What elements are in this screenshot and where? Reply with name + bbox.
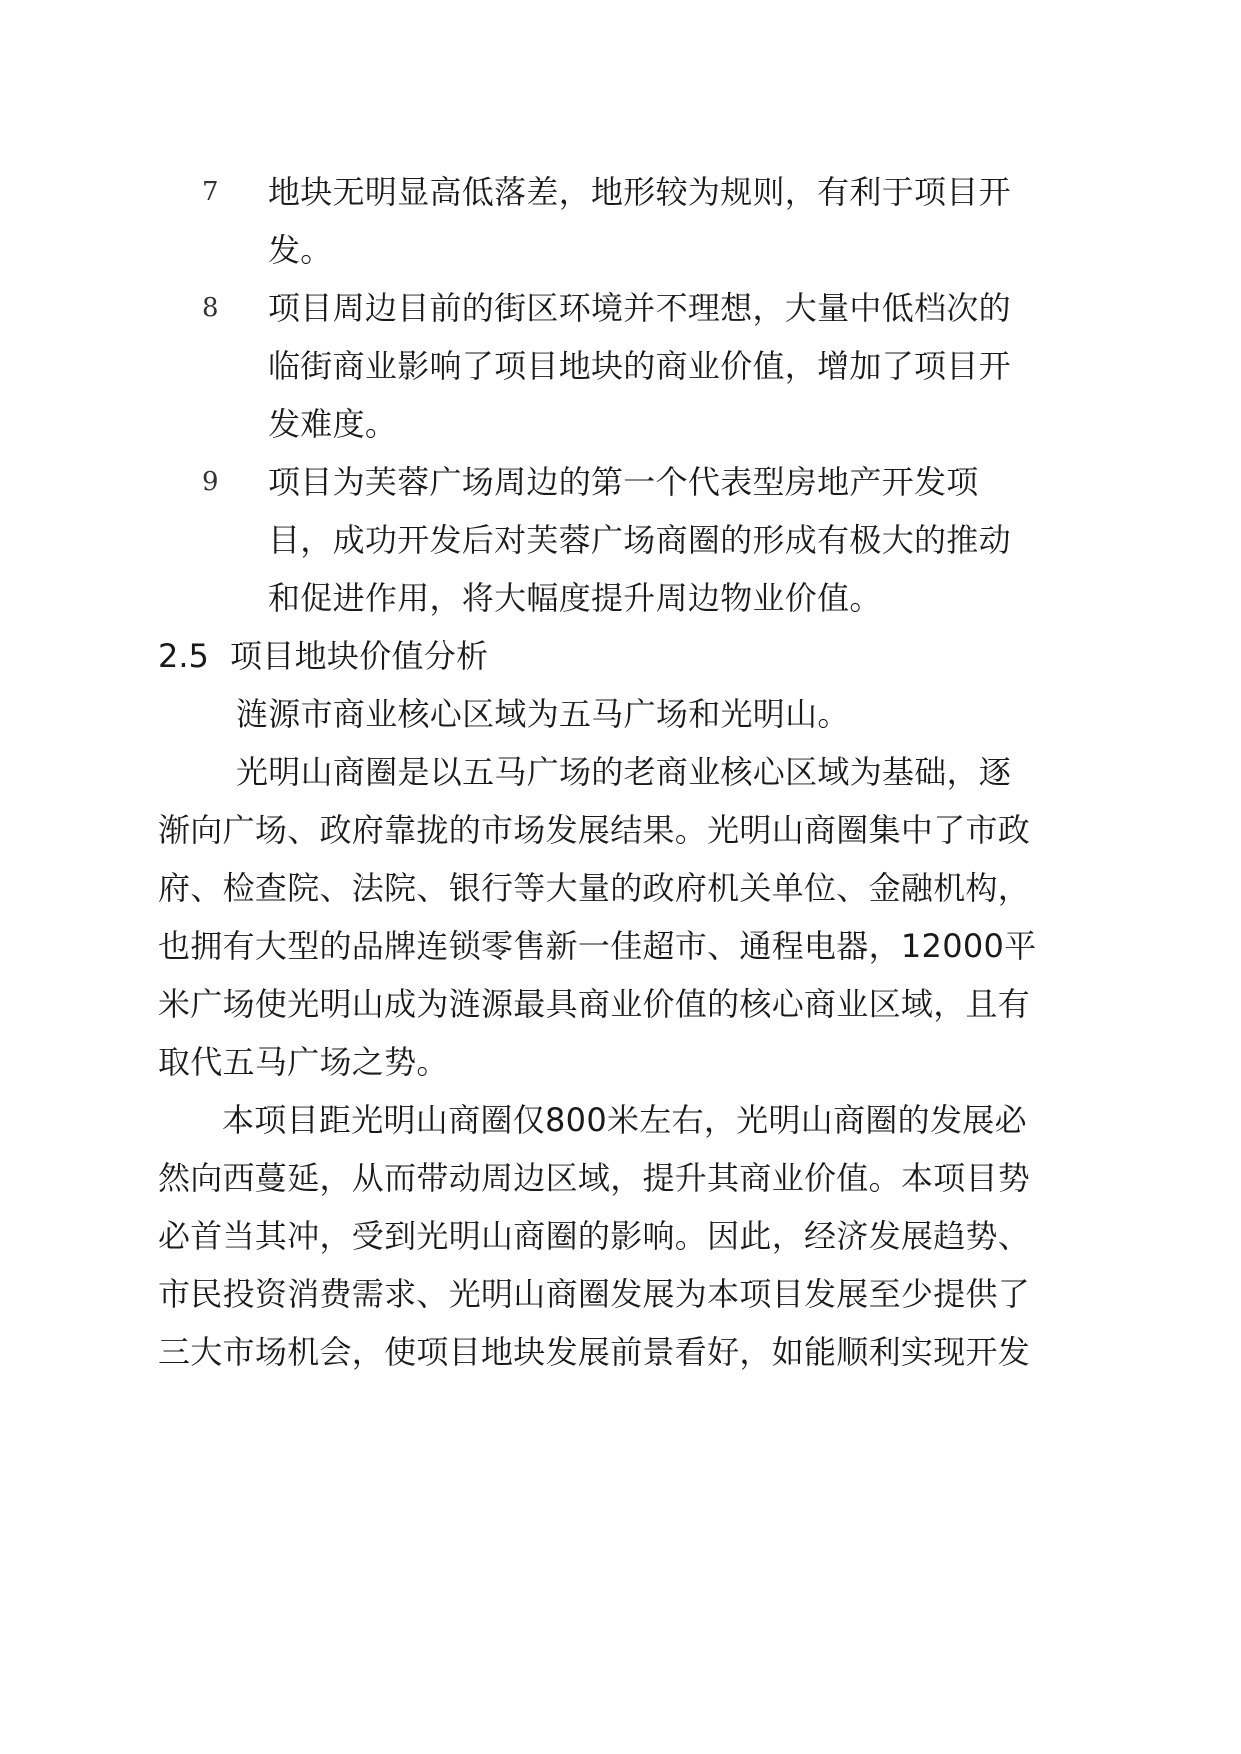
paragraph-2-line-5: 米广场使光明山成为涟源最具商业价值的核心商业区域，且有: [158, 985, 1031, 1023]
paragraph-3-line-4: 市民投资消费需求、光明山商圈发展为本项目发展至少提供了: [158, 1275, 1031, 1313]
paragraph-2-line-4: 也拥有大型的品牌连锁零售新一佳超市、通程电器，12000平: [158, 927, 1037, 965]
list-item-7-line-2: 发。: [268, 231, 333, 269]
list-number-9: 9: [202, 467, 219, 497]
paragraph-2-line-1: 光明山商圈是以五马广场的老商业核心区域为基础，逐: [236, 753, 1012, 791]
list-item-9-line-1: 项目为芙蓉广场周边的第一个代表型房地产开发项: [268, 463, 979, 501]
list-item-9-line-2: 目，成功开发后对芙蓉广场商圈的形成有极大的推动: [268, 521, 1011, 559]
list-item-7-line-1: 地块无明显高低落差，地形较为规则，有利于项目开: [268, 173, 1011, 211]
paragraph-2-line-6: 取代五马广场之势。: [158, 1043, 449, 1081]
paragraph-3-line-2: 然向西蔓延，从而带动周边区域，提升其商业价值。本项目势: [158, 1159, 1031, 1197]
paragraph-2-line-2: 渐向广场、政府靠拢的市场发展结果。光明山商圈集中了市政: [158, 811, 1031, 849]
paragraph-1-line-1: 涟源市商业核心区域为五马广场和光明山。: [236, 695, 850, 733]
list-item-8-line-2: 临街商业影响了项目地块的商业价值，增加了项目开: [268, 347, 1011, 385]
list-number-7: 7: [202, 177, 219, 207]
paragraph-3-line-1: 本项目距光明山商圈仅800米左右，光明山商圈的发展必: [222, 1101, 1027, 1139]
paragraph-3-line-3: 必首当其冲，受到光明山商圈的影响。因此，经济发展趋势、: [158, 1217, 1031, 1255]
section-title: 项目地块价值分析: [230, 637, 489, 675]
paragraph-2-line-3: 府、检查院、法院、银行等大量的政府机关单位、金融机构，: [158, 869, 1031, 907]
list-item-8-line-3: 发难度。: [268, 405, 398, 443]
paragraph-3-line-5: 三大市场机会，使项目地块发展前景看好，如能顺利实现开发: [158, 1333, 1031, 1371]
section-number: 2.5: [158, 637, 209, 675]
list-item-9-line-3: 和促进作用，将大幅度提升周边物业价值。: [268, 579, 882, 617]
list-item-8-line-1: 项目周边目前的街区环境并不理想，大量中低档次的: [268, 289, 1011, 327]
list-number-8: 8: [202, 293, 219, 323]
